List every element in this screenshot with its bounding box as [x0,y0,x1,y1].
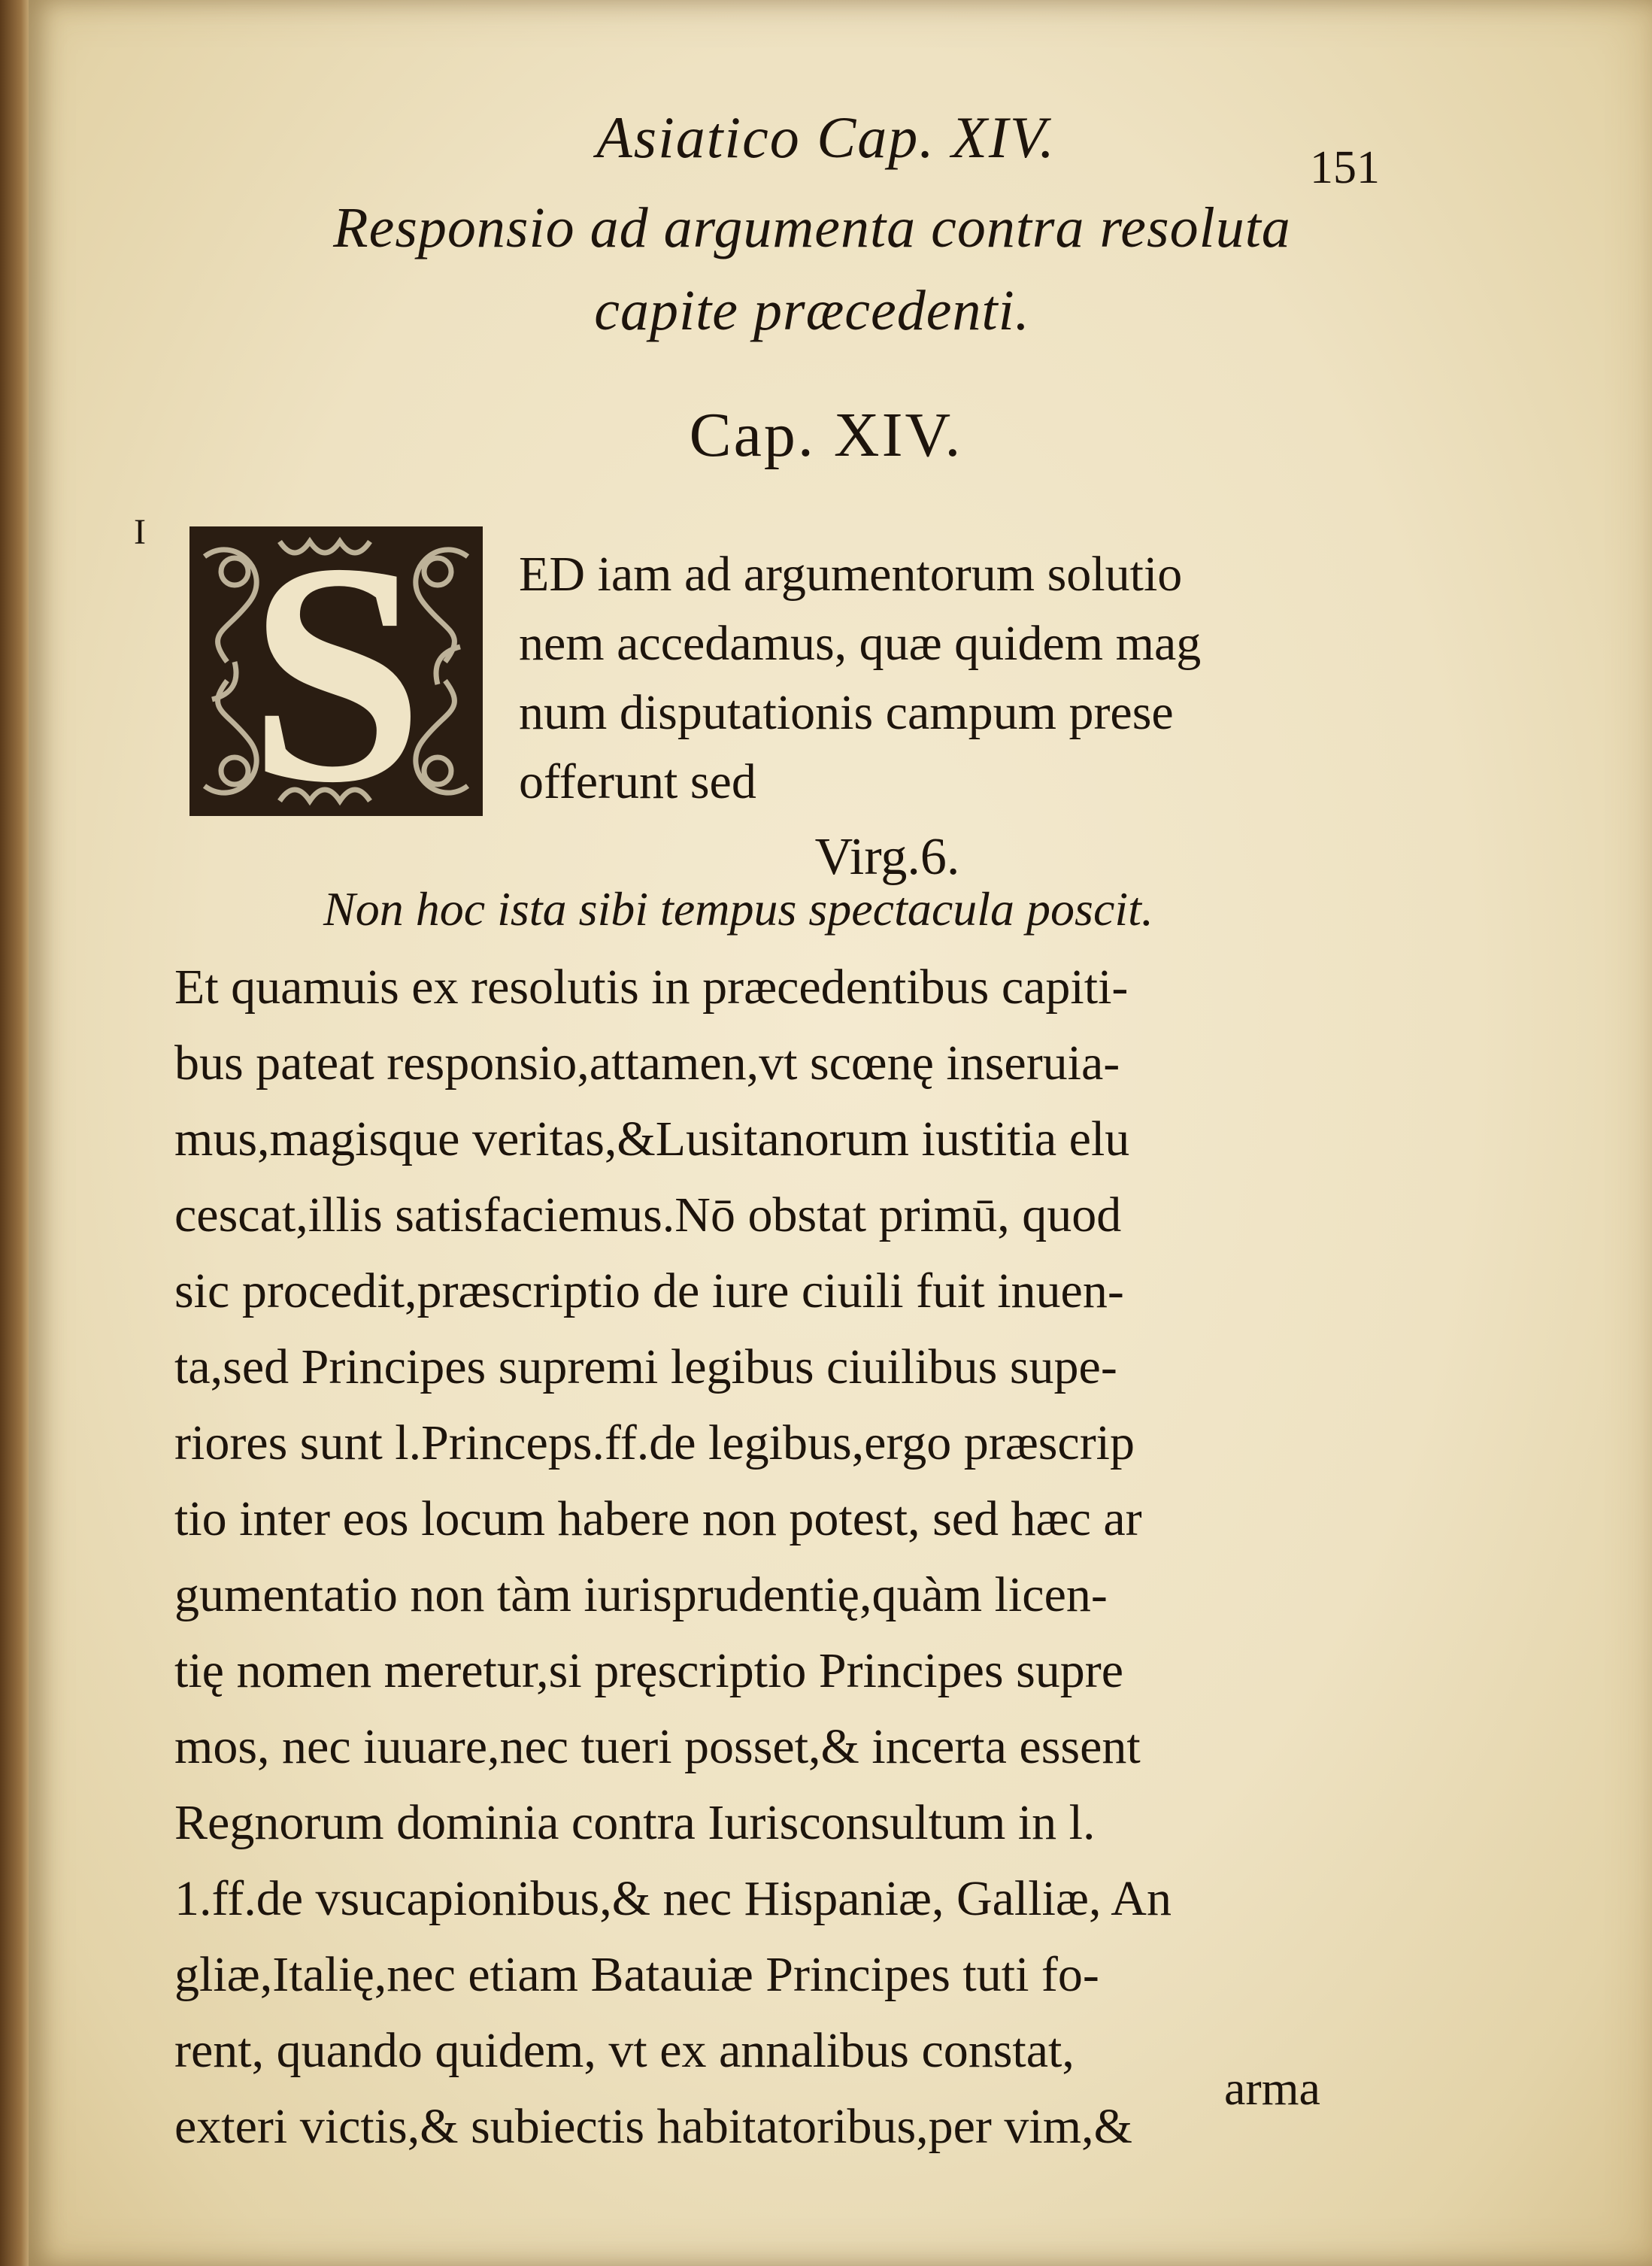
running-head: Asiatico Cap. XIV. [596,105,1056,170]
text-line: mus,magisque veritas,&Lusitanorum iustitia elu [174,1112,1130,1166]
text-line: cescat,illis satisfaciemus.Nō obstat primū, quod [174,1188,1122,1242]
text-line: Regnorum dominia contra Iurisconsultum in l. [174,1795,1096,1850]
text-line: riores sunt l.Princeps.ff.de legibus,ergo præscrip [174,1415,1135,1470]
text-line: Et quamuis ex resolutis in præcedentibus capiti- [174,960,1129,1015]
text-line: rent, quando quidem, vt ex annalibus constat, [174,2023,1075,2078]
text-line: 1.ff.de vsucapionibus,& nec Hispaniæ, Galliæ, An [174,1871,1172,1926]
verse-citation: Virg.6. [814,828,960,886]
text-line: exteri victis,& subiectis habitatoribus,per vim,& [174,2099,1132,2154]
text-line: tię nomen meretur,si pręscriptio Principes supre [174,1643,1124,1698]
page-number: 151 [1310,142,1380,193]
opening-paragraph [519,540,1201,817]
initial-letter: S [248,526,424,816]
chapter-heading-line: Responsio ad argumenta contra resoluta [333,196,1291,259]
text-line: bus pateat responsio,attamen,vt scœnę inseruia- [174,1036,1120,1091]
text-line: offerunt sed [519,754,756,809]
chapter-heading [226,187,1399,352]
text-line: nem accedamus, quæ quidem mag [519,616,1202,671]
catchword: arma [1224,2061,1320,2115]
text-line: ED iam ad argumentorum solutio [519,547,1183,602]
margin-paragraph-number: I [134,512,146,552]
book-spine-edge [0,0,30,2266]
chapter-heading-line: capite præcedenti. [594,279,1030,342]
main-paragraph [174,949,1172,2164]
text-line: gliæ,Italię,nec etiam Batauiæ Principes tuti fo- [174,1947,1099,2002]
verse-quotation: Non hoc ista sibi tempus spectacula poscit. [323,882,1153,936]
text-line: num disputationis campum prese [519,685,1174,740]
text-line: sic procedit,præscriptio de iure ciuili fuit inuen- [174,1263,1124,1318]
text-line: mos, nec iuuare,nec tueri posset,& incerta essent [174,1719,1141,1774]
decorated-initial [189,526,483,816]
chapter-label: Cap. XIV. [689,400,963,470]
text-line: ta,sed Principes supremi legibus ciuilibus supe- [174,1339,1117,1394]
text-line: gumentatio non tàm iurisprudentię,quàm licen- [174,1567,1108,1622]
text-line: tio inter eos locum habere non potest, sed hæc ar [174,1491,1142,1546]
